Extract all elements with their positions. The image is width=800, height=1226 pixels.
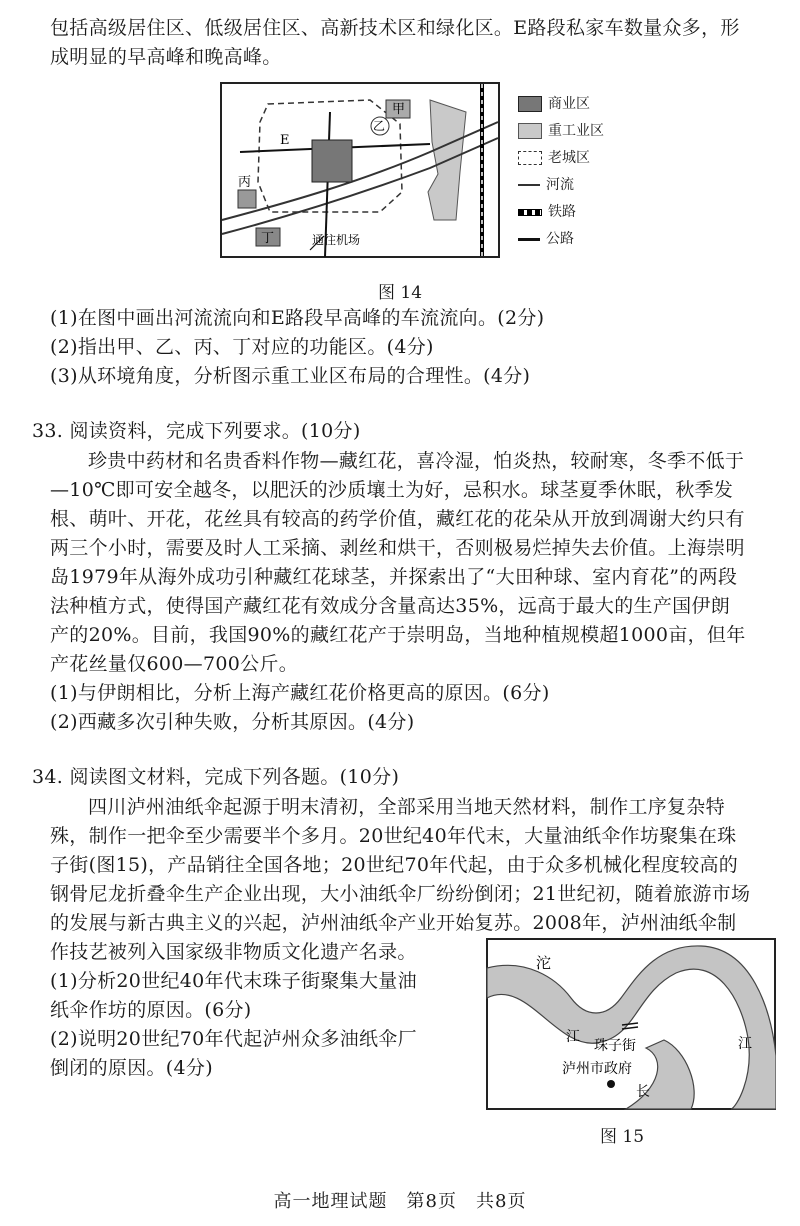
label-gov: 泸州市政府 xyxy=(562,1061,632,1077)
legend-commercial: 商业区 xyxy=(548,96,590,112)
legend-road: 公路 xyxy=(546,231,574,247)
q33-para-4: 两三个小时，需要及时人工采摘、剥丝和烘干，否则极易烂掉失去价值。上海崇明 xyxy=(50,537,745,559)
label-ding: 丁 xyxy=(261,231,275,246)
q33-para-7: 产的20%。目前，我国90%的藏红花产于崇明岛，当地种植规模超1000亩，但年 xyxy=(50,624,746,646)
q34-para-5: 的发展与新古典主义的兴起，泸州油纸伞产业开始复苏。2008年，泸州油纸伞制 xyxy=(50,912,737,934)
q33-sub-2: (2)西藏多次引种失败，分析其原因。(4分) xyxy=(50,711,415,733)
q33-para-6: 法种植方式，使得国产藏红花有效成分含量高达35%，远高于最大的生产国伊朗 xyxy=(50,595,731,617)
legend-river: 河流 xyxy=(546,177,574,193)
legend-old-city: 老城区 xyxy=(548,150,590,166)
label-e: E xyxy=(280,133,290,148)
q34-para-6: 作技艺被列入国家级非物质文化遗产名录。 xyxy=(50,941,417,963)
q32-sub-2: (2)指出甲、乙、丙、丁对应的功能区。(4分) xyxy=(50,336,434,358)
legend-heavy-industry: 重工业区 xyxy=(548,123,604,139)
label-airport: 通往机场 xyxy=(312,233,361,247)
label-yi: 乙 xyxy=(373,119,386,133)
q34-para-2: 殊，制作一把伞至少需要半个多月。20世纪40年代末，大量油纸伞作坊聚集在珠 xyxy=(50,825,737,847)
q34-sub-2a: (2)说明20世纪70年代起泸州众多油纸伞厂 xyxy=(50,1028,417,1050)
figure-15-map xyxy=(486,938,776,1110)
q34-para-4: 钢骨尼龙折叠伞生产企业出现，大小油纸伞厂纷纷倒闭；21世纪初，随着旅游市场 xyxy=(50,883,751,905)
label-jiang-2: 江 xyxy=(738,1036,752,1052)
q33-sub-1: (1)与伊朗相比，分析上海产藏红花价格更高的原因。(6分) xyxy=(50,682,550,704)
label-jiang-1: 江 xyxy=(566,1029,580,1045)
q34-para-3: 子街(图15)，产品销往全国各地；20世纪70年代起，由于众多机械化程度较高的 xyxy=(50,854,739,876)
legend-railway: 铁路 xyxy=(548,204,576,220)
q33-title: 33. 阅读资料，完成下列要求。(10分) xyxy=(32,420,361,442)
q33-para-2: —10℃即可安全越冬，以肥沃的沙质壤土为好，忌积水。球茎夏季休眠，秋季发 xyxy=(50,479,734,501)
label-jia: 甲 xyxy=(392,102,406,117)
q34-sub-1b: 纸伞作坊的原因。(6分) xyxy=(50,999,252,1021)
q32-sub-1: (1)在图中画出河流流向和E路段早高峰的车流流向。(2分) xyxy=(50,307,545,329)
q33-para-3: 根、萌叶、开花，花丝具有较高的药学价值，藏红花的花朵从开放到凋谢大约只有 xyxy=(50,508,745,530)
q33-para-5: 岛1979年从海外成功引种藏红花球茎，并探索出了“大田种球、室内育花”的两段 xyxy=(50,566,738,588)
label-bing: 丙 xyxy=(238,175,252,190)
intro-line-1: 包括高级居住区、低级居住区、高新技术区和绿化区。E路段私家车数量众多，形 xyxy=(50,17,740,39)
q34-sub-2b: 倒闭的原因。(4分) xyxy=(50,1057,213,1079)
q33-para-1: 珍贵中药材和名贵香料作物—藏红花，喜冷湿，怕炎热，较耐寒，冬季不低于 xyxy=(88,450,745,472)
intro-line-2: 成明显的早高峰和晚高峰。 xyxy=(50,46,282,68)
q33-para-8: 产花丝量仅600—700公斤。 xyxy=(50,653,299,675)
q34-para-1: 四川泸州油纸伞起源于明末清初，全部采用当地天然材料，制作工序复杂特 xyxy=(88,796,725,818)
figure-14-caption: 图 14 xyxy=(377,283,423,303)
q34-sub-1a: (1)分析20世纪40年代末珠子街聚集大量油 xyxy=(50,970,417,992)
figure-15-caption: 图 15 xyxy=(599,1127,645,1147)
figure-14-map xyxy=(220,82,500,258)
q32-sub-3: (3)从环境角度，分析图示重工业区布局的合理性。(4分) xyxy=(50,365,531,387)
label-tuo: 沱 xyxy=(536,954,552,972)
q34-title: 34. 阅读图文材料，完成下列各题。(10分) xyxy=(32,766,400,788)
label-chang: 长 xyxy=(636,1084,650,1100)
page-footer: 高一地理试题 第8页 共8页 xyxy=(273,1191,527,1212)
label-zhuzijie: 珠子街 xyxy=(594,1038,636,1054)
